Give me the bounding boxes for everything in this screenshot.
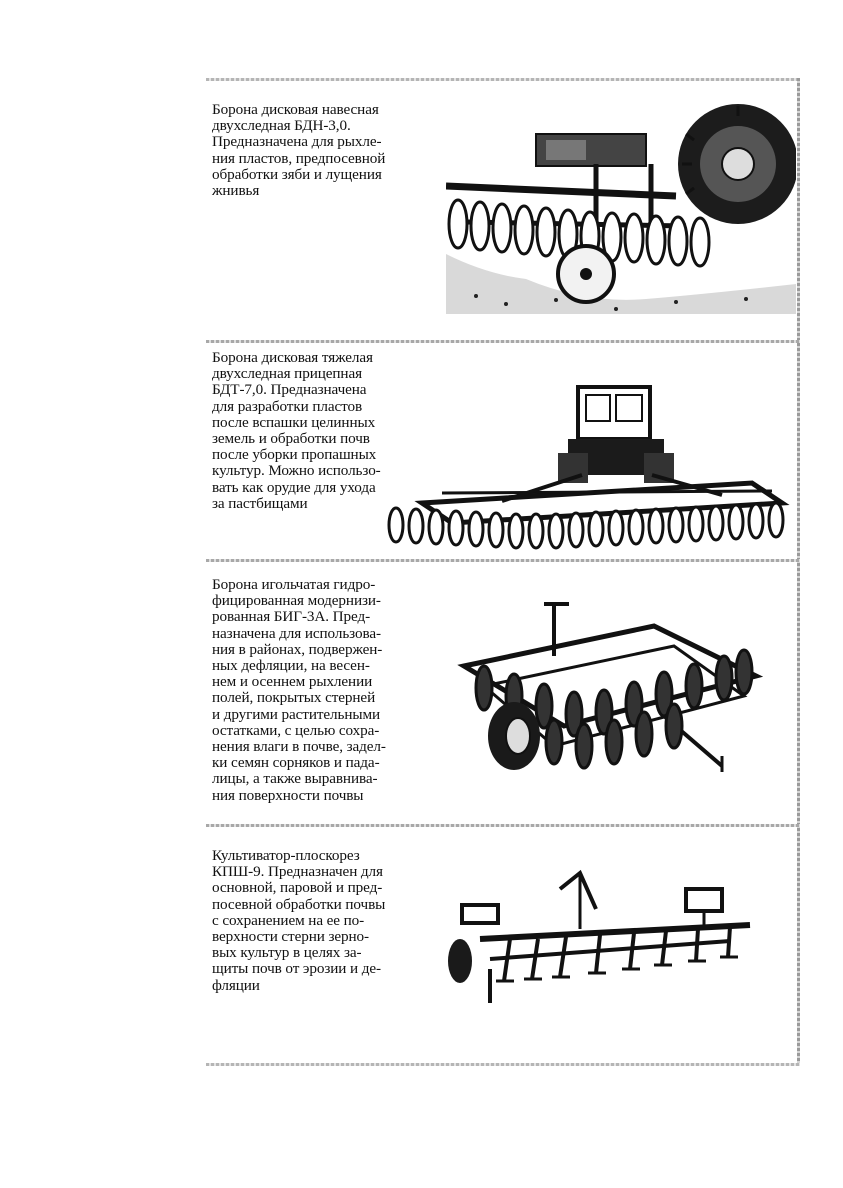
entry-kpsh-9 [206,827,800,1063]
needle-harrow-illustration [444,596,764,782]
page-bottom-border [206,1063,800,1066]
entry-bdt-7 [206,343,800,559]
entry-description: Борона дисковая навесная двухследная БДН-3,0. Предназначена для рыхле- ния пластов, предпосевной обработки зяби и лущения жнивья [212,101,386,200]
entry-bdn-3 [206,78,800,340]
entry-description: Борона дисковая тяжелая двухследная прицепная БДТ-7,0. Предназначена для разработки пластов после вспашки целинных земель и обработки почв после уборки пропашных культур. Можно использо- вать как орудие для ухода за пастбищами [212,349,381,512]
entry-description: Культиватор-плоскорез КПШ-9. Предназначен для основной, паровой и пред- посевной обработки почвы с сохранением на ее по- верхности стерни зерно- вых культур в целях за- щиты почв от эрозии и де- фляции [212,847,386,994]
entry-big-3a [206,562,800,824]
disc-harrow-heavy-illustration [382,383,796,555]
disc-harrow-mounted-illustration [446,104,796,314]
entry-description: Борона игольчатая гидро- фицированная модернизи- рованная БИГ-3А. Пред- назначена для использова- ния в районах, подвержен- ных дефляции, на весен- нем и осеннем рыхлении полей, покрытых стерней и другими растительными остатками, с целью сохра- нения влаги в почве, задел- ки семян сорняков и пада- лицы, а также выравнива- ния поверхности почвы [212,576,386,804]
document-page [206,78,800,1066]
flat-cutter-cultivator-illustration [440,869,760,1009]
